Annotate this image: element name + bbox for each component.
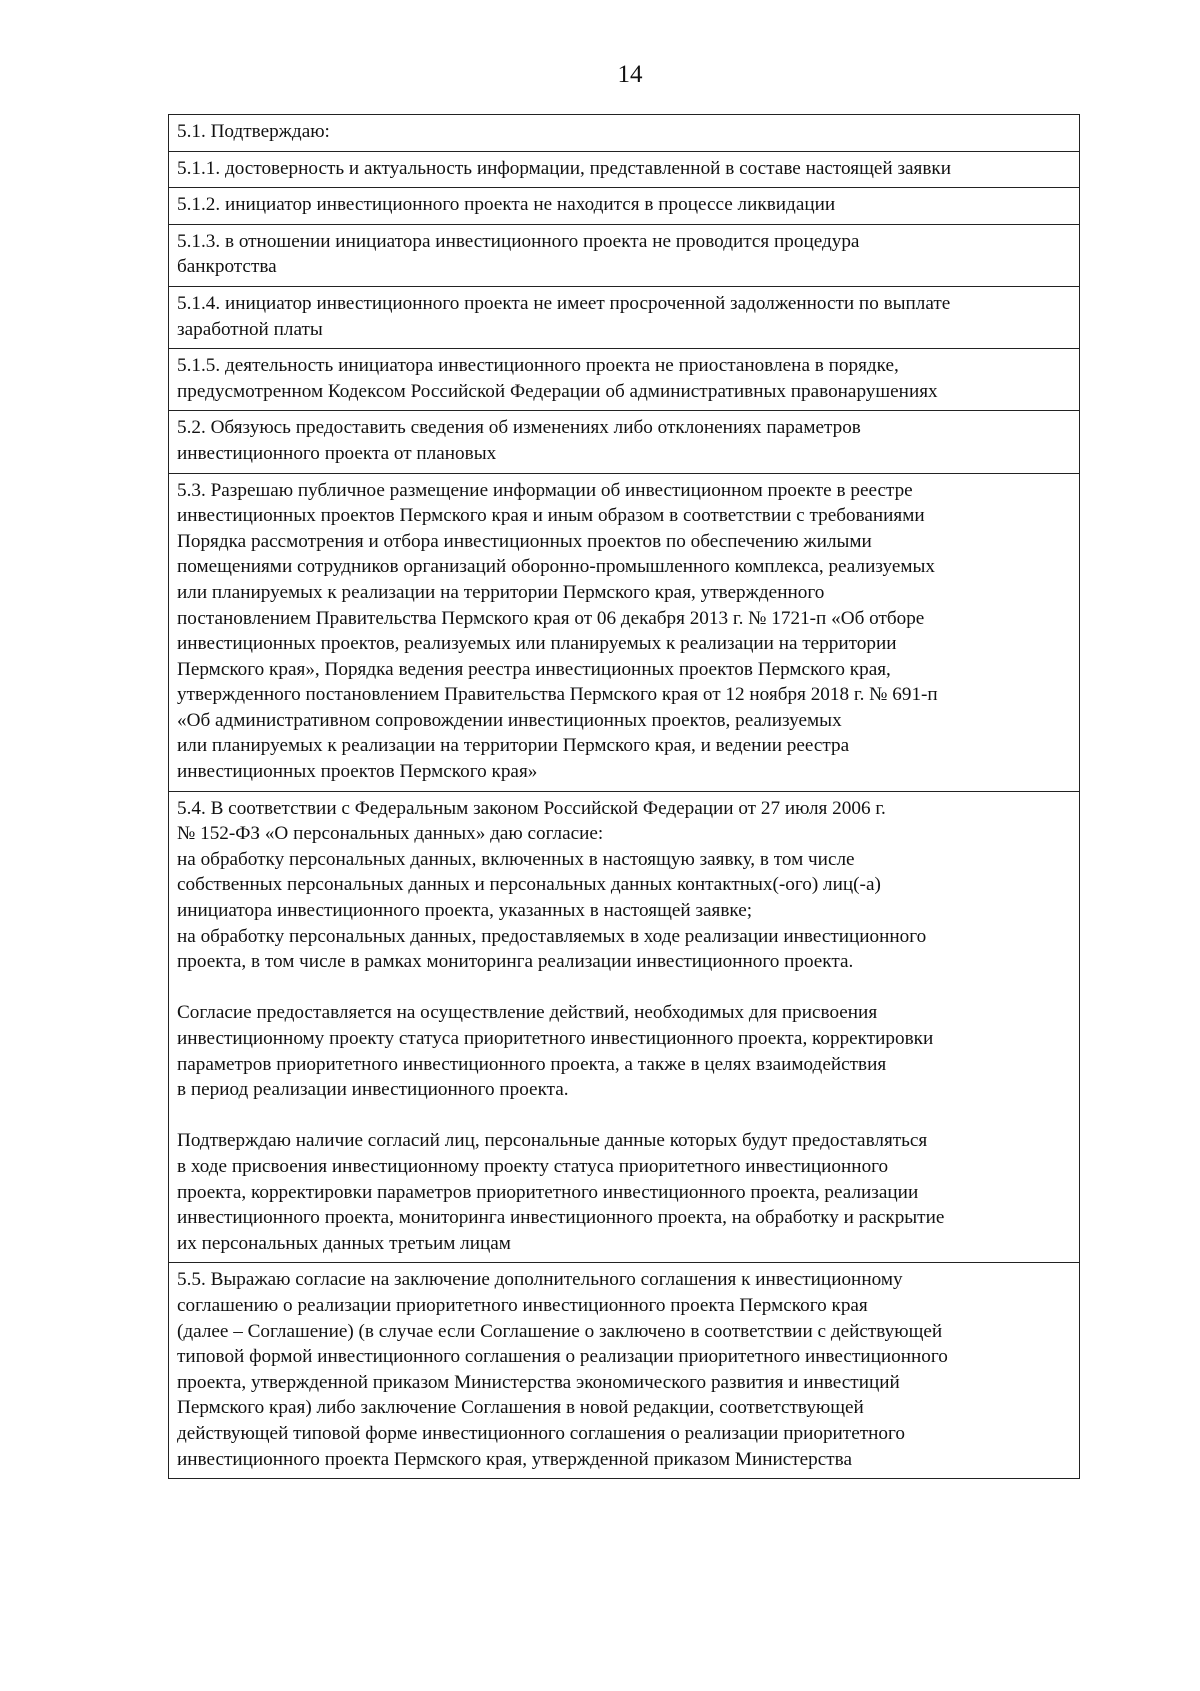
text-line: 5.1. Подтверждаю:	[177, 121, 330, 142]
text-line: или планируемых к реализации на территории Пермского края, утвержденного	[177, 581, 825, 603]
text-line: или планируемых к реализации на территории Пермского края, и ведении реестра	[177, 735, 850, 757]
table-row	[169, 286, 1080, 348]
text-line: 5.1.2. инициатор инвестиционного проекта не находится в процессе ликвидации	[177, 194, 836, 216]
text-line: инвестиционных проектов Пермского края и иным образом в соответствии с требованиями	[177, 505, 925, 527]
text-line: 5.1.5. деятельность инициатора инвестиционного проекта не приостановлена в порядке,	[177, 355, 899, 377]
text-line: проекта, утвержденной приказом Министерства экономического развития и инвестиций	[177, 1371, 900, 1393]
text-line: 5.1.4. инициатор инвестиционного проекта не имеет просроченной задолженности по выплате	[177, 292, 951, 314]
text-line: помещениями сотрудников организаций оборонно-промышленного комплекса, реализуемых	[177, 556, 935, 578]
table-cell	[169, 188, 1080, 225]
table-row	[169, 115, 1080, 152]
table-cell	[169, 286, 1080, 348]
table-row	[169, 411, 1080, 473]
table-row	[169, 791, 1080, 1263]
table-row	[169, 1263, 1080, 1479]
text-line: их персональных данных третьим лицам	[177, 1232, 511, 1254]
text-line: предусмотренном Кодексом Российской Федерации об административных правонарушениях	[177, 380, 938, 402]
table-cell	[169, 349, 1080, 411]
table-cell	[169, 791, 1080, 1263]
text-line: инвестиционных проектов Пермского края»	[177, 761, 538, 783]
text-line: «Об административном сопровождении инвестиционных проектов, реализуемых	[177, 709, 842, 731]
text-line: действующей типовой форме инвестиционного соглашения о реализации приоритетного	[177, 1422, 905, 1444]
text-line: 5.5. Выражаю согласие на заключение дополнительного соглашения к инвестиционному	[177, 1269, 903, 1291]
table-cell	[169, 224, 1080, 286]
text-line: заработной платы	[177, 318, 323, 340]
table-cell	[169, 473, 1080, 791]
table-row	[169, 151, 1080, 188]
text-line: постановлением Правительства Пермского края от 06 декабря 2013 г. № 1721-п «Об отборе	[177, 607, 925, 629]
text-line: инвестиционного проекта, мониторинга инвестиционного проекта, на обработку и раскрытие	[177, 1207, 945, 1229]
text-line: на обработку персональных данных, включенных в настоящую заявку, в том числе	[177, 848, 855, 870]
table-row	[169, 349, 1080, 411]
paragraph-gap	[177, 1103, 1071, 1129]
text-line: инвестиционного проекта от плановых	[177, 442, 497, 464]
text-line: проекта, корректировки параметров приоритетного инвестиционного проекта, реализации	[177, 1181, 919, 1203]
text-line: параметров приоритетного инвестиционного проекта, а также в целях взаимодействия	[177, 1053, 887, 1075]
table-row	[169, 473, 1080, 791]
text-line: 5.3. Разрешаю публичное размещение информации об инвестиционном проекте в реестре	[177, 479, 913, 501]
table-cell	[169, 1263, 1080, 1479]
text-line: проекта, в том числе в рамках мониторинга реализации инвестиционного проекта.	[177, 951, 854, 973]
table-row	[169, 188, 1080, 225]
text-line: Порядка рассмотрения и отбора инвестиционных проектов по обеспечению жилыми	[177, 530, 872, 552]
text-line: 5.4. В соответствии с Федеральным законом Российской Федерации от 27 июля 2006 г.	[177, 797, 886, 819]
text-line: № 152-ФЗ «О персональных данных» даю согласие:	[177, 823, 604, 845]
text-line: 5.1.1. достоверность и актуальность информации, представленной в составе настоящей заявки	[177, 157, 952, 179]
text-line: в период реализации инвестиционного проекта.	[177, 1079, 569, 1101]
declaration-table	[168, 114, 1080, 1479]
table-cell	[169, 151, 1080, 188]
text-line: инвестиционному проекту статуса приоритетного инвестиционного проекта, корректировки	[177, 1028, 934, 1049]
table-cell	[169, 115, 1080, 152]
text-line: банкротства	[177, 256, 277, 278]
text-line: на обработку персональных данных, предоставляемых в ходе реализации инвестиционного	[177, 925, 927, 947]
page-number: 14	[617, 61, 643, 88]
text-line: (далее – Соглашение) (в случае если Соглашение о заключено в соответствии с действующей	[177, 1320, 943, 1342]
text-line: типовой формой инвестиционного соглашения о реализации приоритетного инвестиционного	[177, 1346, 948, 1368]
text-line: собственных персональных данных и персональных данных контактных(-ого) лиц(-а)	[177, 874, 881, 896]
text-line: инвестиционных проектов, реализуемых или планируемых к реализации на территории	[177, 633, 897, 655]
table-row	[169, 224, 1080, 286]
text-line: Пермского края) либо заключение Соглашения в новой редакции, соответствующей	[177, 1397, 864, 1419]
text-line: инвестиционного проекта Пермского края, утвержденной приказом Министерства	[177, 1448, 852, 1470]
text-line: соглашению о реализации приоритетного инвестиционного проекта Пермского края	[177, 1294, 868, 1316]
paragraph-gap	[177, 975, 1071, 1001]
text-line: Согласие предоставляется на осуществление действий, необходимых для присвоения	[177, 1002, 878, 1024]
text-line: 5.2. Обязуюсь предоставить сведения об изменениях либо отклонениях параметров	[177, 417, 861, 439]
text-line: Подтверждаю наличие согласий лиц, персональные данные которых будут предоставляться	[177, 1130, 928, 1152]
table-cell	[169, 411, 1080, 473]
text-line: Пермского края», Порядка ведения реестра инвестиционных проектов Пермского края,	[177, 658, 891, 680]
text-line: в ходе присвоения инвестиционному проекту статуса приоритетного инвестиционного	[177, 1155, 889, 1177]
text-line: инициатора инвестиционного проекта, указанных в настоящей заявке;	[177, 900, 753, 922]
text-line: утвержденного постановлением Правительства Пермского края от 12 ноября 2018 г. № 691-п	[177, 684, 938, 706]
declaration-table-body	[169, 115, 1080, 1479]
text-line: 5.1.3. в отношении инициатора инвестиционного проекта не проводится процедура	[177, 230, 860, 252]
